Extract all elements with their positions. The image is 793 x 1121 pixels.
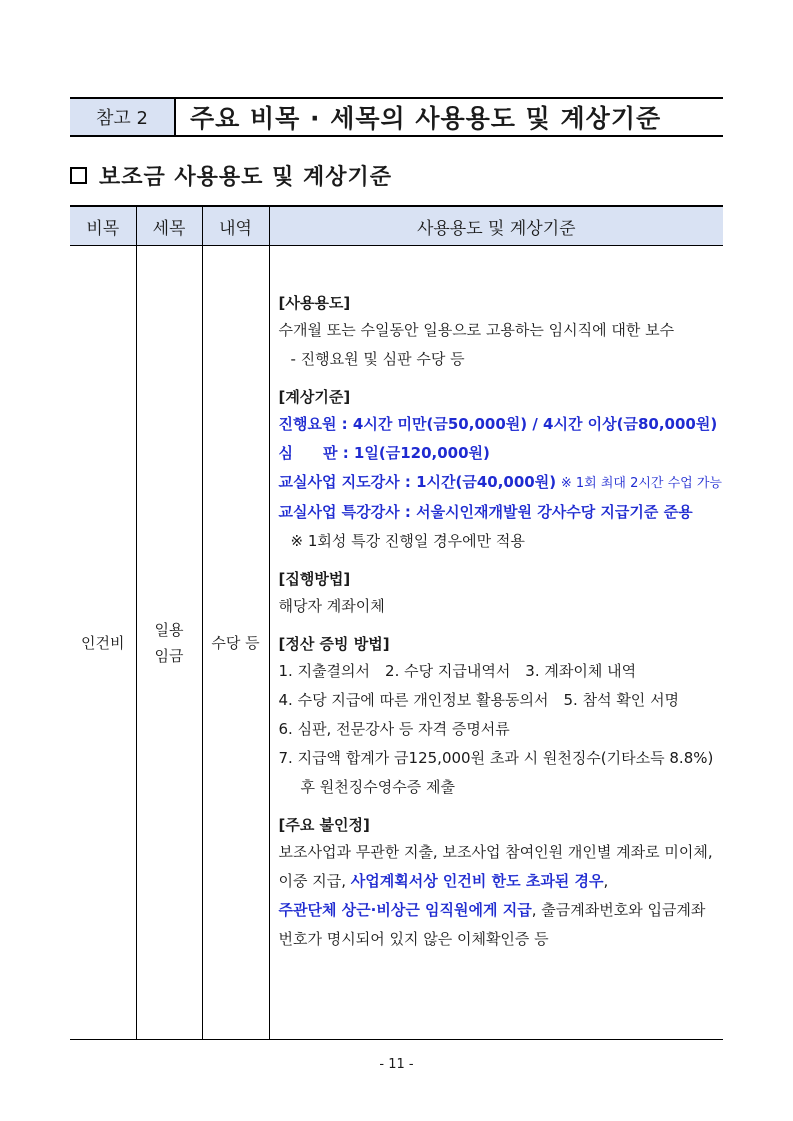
criteria-line-note: ※ 1회 최대 2시간 수업 가능 xyxy=(560,476,722,491)
disallowed-line: 번호가 명시되어 있지 않은 이체확인증 등 xyxy=(278,930,549,948)
evidence-line: 4. 수당 지급에 따른 개인정보 활용동의서 5. 참석 확인 서명 xyxy=(278,691,680,709)
usage-line: - 진행요원 및 심판 수당 등 xyxy=(290,350,465,368)
reference-tag: 참고 2 xyxy=(70,99,176,135)
column-header: 내역 xyxy=(202,206,269,246)
evidence-line: 1. 지출결의서 2. 수당 지급내역서 3. 계좌이체 내역 xyxy=(278,662,637,680)
page-title: 주요 비목 · 세목의 사용용도 및 계상기준 xyxy=(190,104,662,133)
evidence-heading: [정산 증빙 방법] xyxy=(278,635,390,653)
criteria-line: 심 판 : 1일(금120,000원) xyxy=(278,444,490,462)
subcategory-cell xyxy=(136,246,202,1040)
column-header: 비목 xyxy=(70,206,136,246)
table-header-row xyxy=(70,206,723,246)
subcategory-line: 일용 xyxy=(154,620,184,639)
disallowed-text: , xyxy=(603,872,609,890)
disallowed-emphasis: 주관단체 상근·비상근 임직원에게 지급 xyxy=(278,901,532,919)
disallowed-line: 보조사업과 무관한 지출, 보조사업 참여인원 개인별 계좌로 미이체, xyxy=(278,843,713,861)
reference-header xyxy=(70,97,723,137)
table-row xyxy=(70,246,723,1040)
criteria-heading: [계상기준] xyxy=(278,388,351,406)
page-number: - 11 - xyxy=(379,1057,414,1072)
section-heading xyxy=(70,160,392,191)
disallowed-line xyxy=(279,896,718,925)
usage-criteria-cell xyxy=(269,246,723,1040)
criteria-line-main: 교실사업 지도강사 : 1시간(금40,000원) xyxy=(278,473,557,491)
usage-heading: [사용용도] xyxy=(278,294,351,312)
evidence-line: 6. 심판, 전문강사 등 자격 증명서류 xyxy=(278,720,510,738)
criteria-line xyxy=(278,468,722,498)
usage-line: 수개월 또는 수일동안 일용으로 고용하는 임시직에 대한 보수 xyxy=(278,321,675,339)
disallowed-text: 이중 지급, xyxy=(278,872,351,890)
category-cell: 인건비 xyxy=(70,246,136,1040)
criteria-table xyxy=(70,205,723,1040)
execution-text: 해당자 계좌이체 xyxy=(278,597,385,615)
evidence-line: 7. 지급액 합계가 금125,000원 초과 시 원천징수(기타소득 8.8%) 후 원천징수영수증 제출 xyxy=(278,749,714,796)
column-header: 사용용도 및 계상기준 xyxy=(269,206,723,246)
section-title: 보조금 사용용도 및 계상기준 xyxy=(99,165,393,190)
criteria-note: ※ 1회성 특강 진행일 경우에만 적용 xyxy=(290,532,525,550)
disallowed-emphasis: 사업계획서상 인건비 한도 초과된 경우 xyxy=(350,872,604,890)
execution-heading: [집행방법] xyxy=(278,570,351,588)
checkbox-icon xyxy=(70,167,87,184)
disallowed-line xyxy=(279,867,718,896)
subcategory-line: 임금 xyxy=(154,646,184,665)
item-cell: 수당 등 xyxy=(202,246,269,1040)
column-header: 세목 xyxy=(136,206,202,246)
criteria-line: 진행요원 : 4시간 미만(금50,000원) / 4시간 이상(금80,000원) xyxy=(278,415,718,433)
disallowed-heading: [주요 불인정] xyxy=(278,816,370,834)
disallowed-text: , 출금계좌번호와 입금계좌 xyxy=(531,901,706,919)
criteria-line: 교실사업 특강강사 : 서울시인재개발원 강사수당 지급기준 준용 xyxy=(278,503,693,521)
